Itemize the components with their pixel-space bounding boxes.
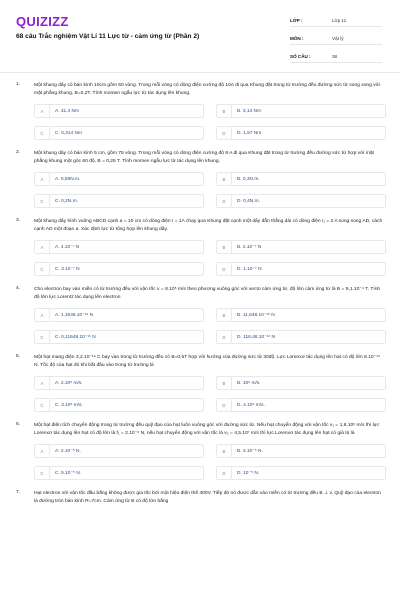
option-letter: A [35,377,50,389]
option-text: C. 5.10⁻⁵ N. [55,470,82,476]
option-letter: A [35,445,50,457]
option-text: A. 4.10⁻⁷ N [55,244,80,250]
question-text: Một hạt điện tích chuyển động trong từ trường đều quỹ đạo của hạt luôn vuông góc với đường sức từ. Nếu hạt chuyển động với vận tốc v₁ = 1,8.10⁶ m/s thì lực Lorenxơ tác dụng lên hạt có độ lớn là f₁ = 2.10⁻⁶ N, nếu hạt chuyển động với vận tốc là v₂ = 4,5.10⁷ m/s thì lực Lorenxơ tác dụng lên hạt có giá trị là [34,423,380,436]
option-text: A. 31,4 Nm [55,108,79,114]
question-list [0,82,400,516]
meta-row-class [290,15,382,27]
answer-option[interactable] [216,194,386,208]
option-text: B. 3,14 Nm [237,108,261,114]
question-text: Một khung dây có bán kính 10cm gồm 50 vòng. Trong mỗi vòng có dòng điện cường độ 10A đi qua Khung đặt trong từ trường đều đường sức từ song song với mặt phẳng khung, B=0,2T. Tính momen ngẫu lực từ tác dụng lên khung. [34,83,380,96]
question-number: 7. [16,490,21,495]
answer-option[interactable] [216,376,386,390]
answer-option[interactable] [34,466,204,480]
option-text: D. 1.10⁻⁷ N [237,266,262,272]
option-text: B. 11,648.10⁻¹⁶ N [237,312,275,318]
header-divider [0,72,400,73]
option-letter: C [35,331,50,343]
option-text: B. 3.10⁻⁵ N. [237,448,263,454]
question-item [0,490,400,506]
answer-option[interactable] [34,262,204,276]
answer-option[interactable] [34,126,204,140]
answer-option[interactable] [34,376,204,390]
answer-option[interactable] [34,194,204,208]
meta-row-count [290,51,382,63]
answer-option[interactable] [216,172,386,186]
meta-value: Lớp 11 [332,18,347,23]
option-text: B. 0,3N.m. [237,176,260,182]
answer-option[interactable] [216,398,386,412]
option-text: C. 0,2N.m. [55,198,78,204]
option-text: B. 2.10⁻⁷ N [237,244,262,250]
option-text: C. 3.10⁶ m/s. [55,402,83,408]
meta-value: Vật lý [332,36,344,41]
option-text: D. 1,57 Nm [237,130,262,136]
option-letter: D [217,195,232,207]
answer-options [34,308,386,344]
option-letter: C [35,263,50,275]
option-text: D. 0,4N.m. [237,198,260,204]
option-text: A. 2.10⁶ m/s. [55,380,83,386]
answer-options [34,240,386,276]
meta-label: LỚP : [290,18,303,23]
option-text: D. 4.10⁶ m/s. [237,402,265,408]
question-item [0,354,400,412]
option-text: B. 10⁶ m/s. [237,380,261,386]
option-text: C. 0,11648.10⁻¹⁶ N [55,334,96,340]
answer-option[interactable] [34,330,204,344]
worksheet-meta [290,15,382,69]
question-number: 2. [16,150,21,155]
option-text: A. 0,59N.m. [55,176,81,182]
question-text: Một khung dây hình vuông ABCD cạnh a = 10 cm có dòng điện I = 1A chạy qua Khung đặt cạnh một dây dẫn thẳng dài có dòng điện I₁ = 2 A song song AD, cách cạnh AD một đoạn a. Xác định lực từ tổng hợp lên khung dây. [34,219,383,232]
quizizz-logo: QUIZIZZ [16,14,69,29]
answer-option[interactable] [216,240,386,254]
option-letter: B [217,445,232,457]
answer-options [34,444,386,480]
answer-option[interactable] [34,104,204,118]
page-title: 68 câu Trắc nghiệm Vật Lí 11 Lực từ - cảm ứng từ (Phần 2) [16,33,200,40]
option-letter: C [35,195,50,207]
question-number: 4. [16,286,21,291]
question-text: Một khung dây có bán kính 5 cm, gồm 75 vòng. Trong mỗi vòng có dòng điện cường độ 8 A đi qua Khung đặt trong từ trường đều đường sức từ hợp với mặt phẳng khung một góc 60 độ, B = 0,25 T. Tính momen ngẫu lực từ tác dụng lên khung. [34,151,374,164]
option-letter: B [217,377,232,389]
option-letter: D [217,467,232,479]
answer-option[interactable] [216,330,386,344]
question-item [0,218,400,276]
option-letter: D [217,399,232,411]
option-letter: A [35,241,50,253]
option-text: A. 1,1648.10⁻¹⁶ N [55,312,94,318]
answer-option[interactable] [34,240,204,254]
answer-options [34,104,386,140]
answer-option[interactable] [34,172,204,186]
option-letter: A [35,105,50,117]
answer-option[interactable] [216,466,386,480]
meta-label: SỐ CÂU : [290,54,311,59]
option-text: A. 2.10⁻⁵ N. [55,448,81,454]
option-letter: C [35,467,50,479]
question-item [0,150,400,208]
option-text: D. 116,48.10⁻¹⁶ N [237,334,276,340]
option-letter: B [217,309,232,321]
answer-options [34,376,386,412]
question-number: 6. [16,422,21,427]
option-letter: B [217,241,232,253]
option-letter: A [35,309,50,321]
question-number: 3. [16,218,21,223]
option-letter: B [217,105,232,117]
answer-options [34,172,386,208]
answer-option[interactable] [216,262,386,276]
question-text: Một hạt mang điện 3,2.10⁻¹⁹ C bay vào trong từ trường đều có B=0,5T hợp với hướng của đường sức từ 30độ. Lực Lorenxơ tác dụng lên hạt có độ lớn 8.10⁻¹⁴ N. Tốc độ của hạt đó khi bắt đầu vào trong từ trường là [34,355,380,368]
option-text: C. 0,314 Nm [55,130,82,136]
option-text: D. 10⁻⁵ N. [237,470,260,476]
question-item [0,82,400,140]
option-letter: C [35,127,50,139]
answer-option[interactable] [34,444,204,458]
question-item [0,422,400,480]
meta-label: MÔN : [290,36,304,41]
option-text: C. 3.10⁻⁷ N [55,266,80,272]
meta-row-subject [290,33,382,45]
question-item [0,286,400,344]
option-letter: C [35,399,50,411]
answer-option[interactable] [216,104,386,118]
question-text: Cho electron bay vào miền có từ trường đều với vận tốc v = 8.10⁵ m/s theo phương vuông góc với vecto cảm ứng từ, độ lớn cảm ứng từ là B = 9,1.10⁻⁴ T. Tính độ lớn lực Lorentz tác dụng lên electron [34,287,381,300]
question-number: 1. [16,82,21,87]
option-letter: D [217,331,232,343]
answer-option[interactable] [34,308,204,322]
option-letter: B [217,173,232,185]
option-letter: D [217,127,232,139]
question-number: 5. [16,354,21,359]
answer-option[interactable] [216,308,386,322]
option-letter: D [217,263,232,275]
worksheet-header [0,0,400,64]
answer-option[interactable] [34,398,204,412]
question-text: Hạt electron với vận tốc đầu bằng không được gia tốc bởi một hiệu điện thế 400V. Tiếp đó nó được dẫn vào miền có từ trường đều B ⊥ v. Quỹ đạo của electron là đường tròn bán kính R=7cm. Cảm ứng từ B có độ lớn bằng [34,491,381,504]
meta-value: 38 [332,54,338,59]
answer-option[interactable] [216,126,386,140]
answer-option[interactable] [216,444,386,458]
option-letter: A [35,173,50,185]
